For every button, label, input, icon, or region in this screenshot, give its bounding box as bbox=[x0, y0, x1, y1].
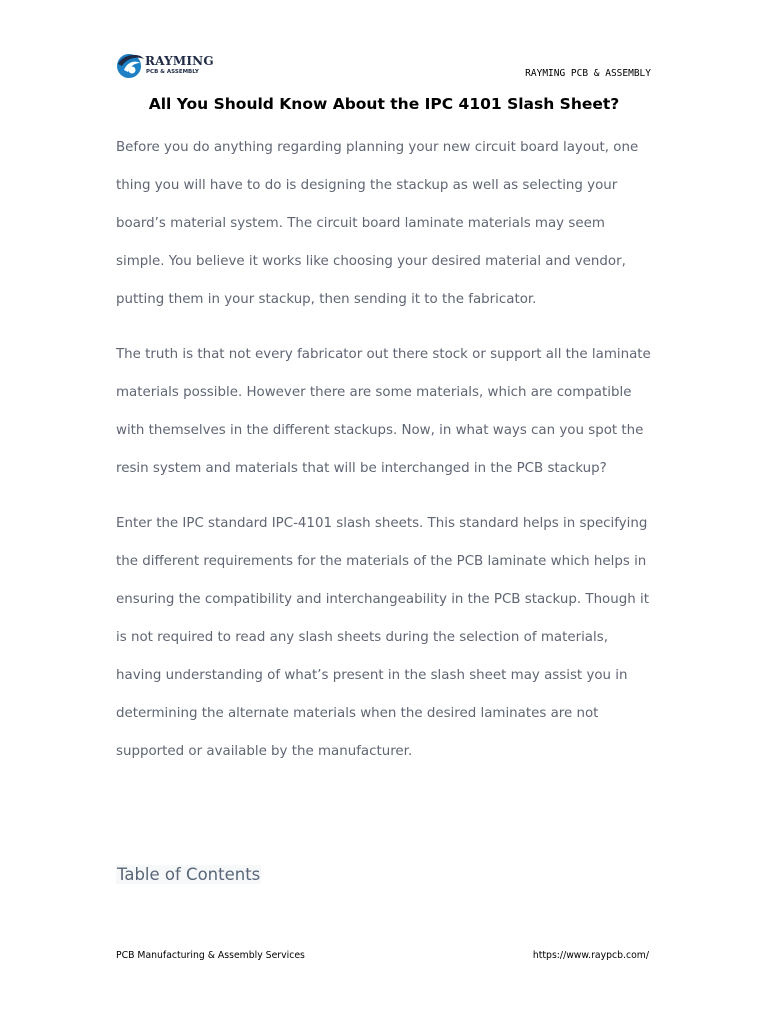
header-company-name: RAYMING PCB & ASSEMBLY bbox=[525, 68, 651, 79]
table-of-contents-heading[interactable]: Table of Contents bbox=[117, 865, 261, 884]
paragraph-truth: The truth is that not every fabricator out there stock or support all the laminate materials possible. However there are some materials, which are compatible with themselves in the different stackups. Now, in what ways can you spot the resin system and materials that will be interchanged in the PCB stackup? bbox=[116, 346, 651, 477]
page-title: All You Should Know About the IPC 4101 Slash Sheet? bbox=[148, 95, 620, 113]
company-logo bbox=[115, 50, 225, 82]
logo-swirl-icon bbox=[115, 50, 145, 80]
logo-subtitle: PCB & ASSEMBLY bbox=[146, 69, 199, 75]
logo-name: RAYMING bbox=[145, 54, 214, 68]
footer-url-link[interactable]: https://www.raypcb.com/ bbox=[532, 950, 649, 961]
footer-services: PCB Manufacturing & Assembly Services bbox=[116, 950, 305, 961]
paragraph-intro: Before you do anything regarding planning your new circuit board layout, one thing you will have to do is designing the stackup as well as selecting your board’s material system. The circuit board laminate materials may seem simple. You believe it works like choosing your desired material and vendor, putting them in your stackup, then sending it to the fabricator. bbox=[116, 140, 639, 308]
article-body bbox=[116, 129, 656, 788]
paragraph-ipc-standard: Enter the IPC standard IPC-4101 slash sheets. This standard helps in specifying the different requirements for the materials of the PCB laminate which helps in ensuring the compatibility and interchangeability in the PCB stackup. Though it is not required to read any slash sheets during the selection of materials, having understanding of what’s present in the slash sheet may assist you in determining the alternate materials when the desired laminates are not supported or available by the manufacturer. bbox=[116, 515, 649, 760]
